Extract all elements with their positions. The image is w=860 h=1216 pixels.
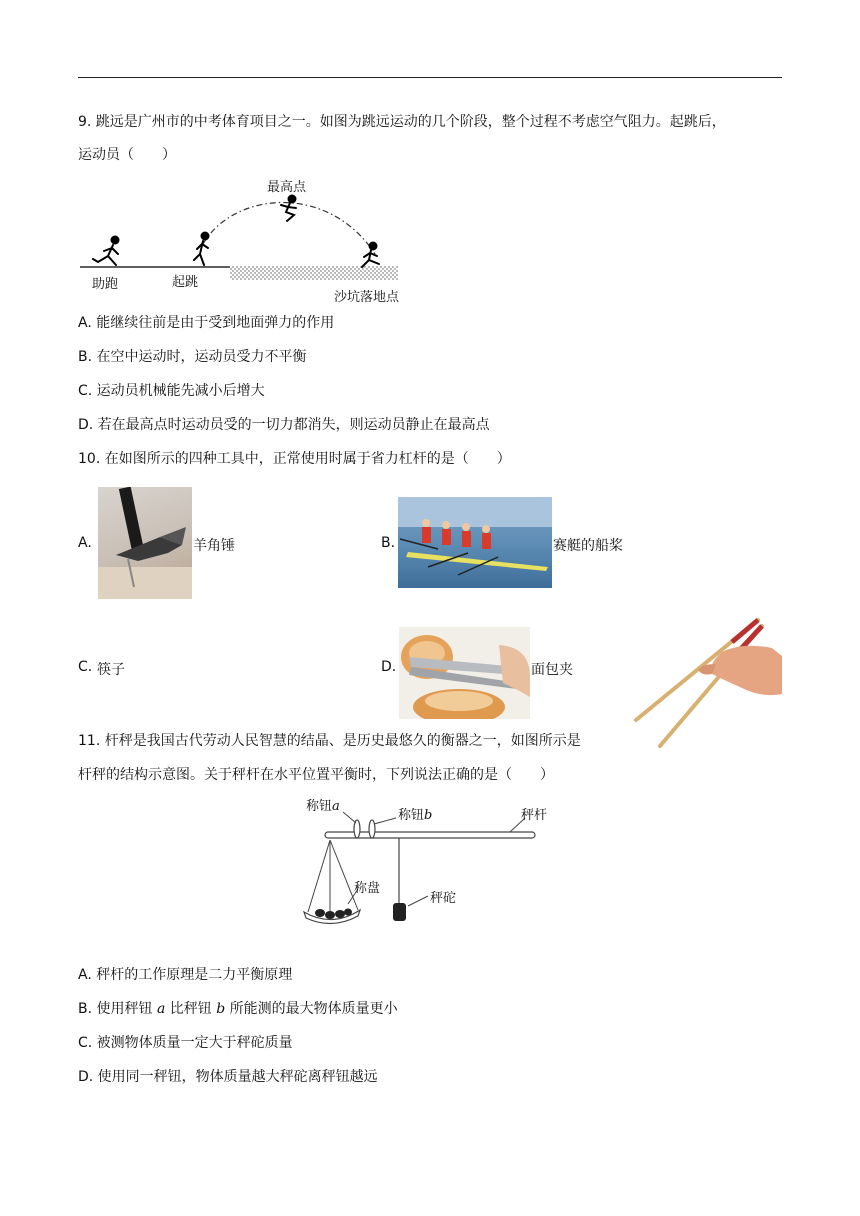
q10-option-c-letter: C. [78,659,93,675]
q10-option-a-caption: 羊角锤 [193,538,235,554]
sand-pit [230,266,398,280]
landing-figure-icon [362,243,379,268]
q10-option-b-caption: 赛艇的船桨 [553,538,623,554]
label-run-up: 助跑 [92,277,119,292]
knob-b-icon [369,820,375,838]
q10-option-a-letter: A. [78,535,92,551]
q11-option-b: B. 使用秤钮 a 比秤钮 b 所能测的最大物体质量更小 [78,1001,398,1017]
q10-stem: 10. 在如图所示的四种工具中，正常使用时属于省力杠杆的是（ ） [78,451,511,467]
header-rule [78,77,782,78]
weight-icon [393,903,406,921]
jump-trajectory [203,203,375,255]
q11-stem-line1: 11. 杆秤是我国古代劳动人民智慧的结晶、是历史最悠久的衡器之一，如图所示是 [78,733,581,749]
q9-stem-line2: 运动员（ ） [78,147,176,163]
q10-option-d-caption: 面包夹 [531,662,573,678]
q11-option-c: C. 被测物体质量一定大于秤砣质量 [78,1035,293,1051]
takeoff-figure-icon [194,233,209,266]
q9-option-b: B. 在空中运动时，运动员受力不平衡 [78,349,307,365]
label-beam: 秤杆 [521,808,548,823]
label-knob-b: 称钮b [398,808,433,823]
runner-figure-icon [93,237,119,266]
q10-option-b-letter: B. [381,535,396,551]
bread-tongs-icon [399,627,530,719]
q10-option-d-letter: D. [381,659,397,675]
chopsticks-icon [632,612,782,750]
label-highest-point: 最高点 [267,180,307,195]
q11-option-d: D. 使用同一秤钮，物体质量越大秤砣离秤钮越远 [78,1069,378,1085]
label-landing-point: 沙坑落地点 [334,290,400,305]
label-knob-a: 称钮a [306,799,340,814]
label-takeoff: 起跳 [172,275,199,290]
q9-stem-line1: 9. 跳远是广州市的中考体育项目之一。如图为跳远运动的几个阶段，整个过程不考虑空气阻力。起跳后， [78,114,726,130]
label-weight: 秤砣 [430,891,457,906]
q11-stem-line2: 杆秤的结构示意图。关于秤杆在水平位置平衡时，下列说法正确的是（ ） [78,767,554,783]
q10-option-c-caption: 筷子 [97,662,125,678]
label-pan: 称盘 [354,881,381,896]
q9-option-c: C. 运动员机械能先减小后增大 [78,383,265,399]
highest-point-figure-icon [281,196,296,222]
q9-option-d: D. 若在最高点时运动员受的一切力都消失，则运动员静止在最高点 [78,417,490,433]
q11-option-a: A. 秤杆的工作原理是二力平衡原理 [78,967,293,983]
claw-hammer-icon [98,487,192,599]
q9-option-a: A. 能继续往前是由于受到地面弹力的作用 [78,315,335,331]
rowing-boat-icon [398,497,552,588]
